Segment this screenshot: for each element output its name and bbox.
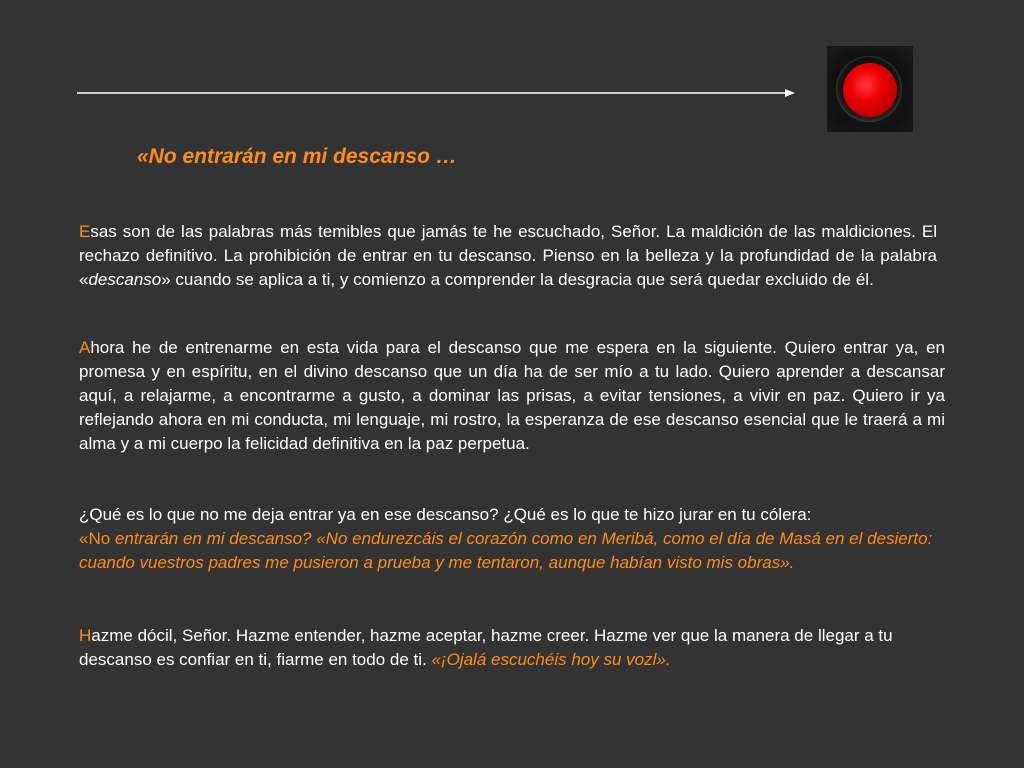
red-button-lamp (843, 63, 897, 117)
arrow-line-icon (77, 86, 797, 102)
italic-word: descanso (88, 270, 162, 289)
drop-cap: E (79, 222, 91, 241)
paragraph-text: hora he de entrenarme en esta vida para el descanso que me espera en la siguiente. Quiero entrar ya, en promesa y en espíritu, en el divino descanso que un día ha de ser mío a tu lado. Quiero aprender a descansar aquí, a relajarme, a encontrarme a gusto, a dominar las prisas, a evitar tensiones, a vivir en paz. Quiero ir ya reflejando ahora en mi conducta, mi lenguaje, mi rostro, la esperanza de ese descanso esencial que le traerá a mi alma y a mi cuerpo la felicidad definitiva en la paz perpetua. (79, 338, 945, 453)
paragraph-text: » cuando se aplica a ti, y comienzo a comprender la desgracia que será quedar excluido de él. (161, 270, 874, 289)
paragraph-2 (79, 336, 945, 456)
paragraph-4 (79, 624, 947, 672)
paragraph-text: sas son de las palabras más temibles que jamás te he escuchado, Señor. La maldición de las maldiciones. El rechazo definitivo. La prohibición de entrar en tu descanso. Pienso en la belleza y la profundidad de la palabra « (79, 222, 937, 289)
paragraph-1 (79, 220, 937, 292)
drop-cap: H (79, 626, 92, 645)
scripture-quote: entrarán en mi descanso? «No endurezcáis el corazón como en Meribá, como el día de Masá en el desierto: cuando vuestros padres me pusieron a prueba y me tentaron, aunque habían visto mis obras». (79, 529, 933, 572)
red-button-icon[interactable] (827, 46, 913, 132)
paragraph-text: azme dócil, Señor. Hazme entender, hazme aceptar, hazme creer. Hazme ver que la manera de llegar a tu descanso es confiar en ti, fiarme en todo de ti. (79, 626, 893, 669)
quote-lead: «No (79, 529, 115, 548)
paragraph-3 (79, 503, 947, 575)
scripture-quote: «¡Ojalá escuchéis hoy su vozl». (431, 650, 671, 669)
paragraph-text: ¿Qué es lo que no me deja entrar ya en ese descanso? ¿Qué es lo que te hizo jurar en tu cólera: (79, 505, 812, 524)
slide-title: «No entrarán en mi descanso … (137, 145, 457, 168)
drop-cap: A (79, 338, 91, 357)
